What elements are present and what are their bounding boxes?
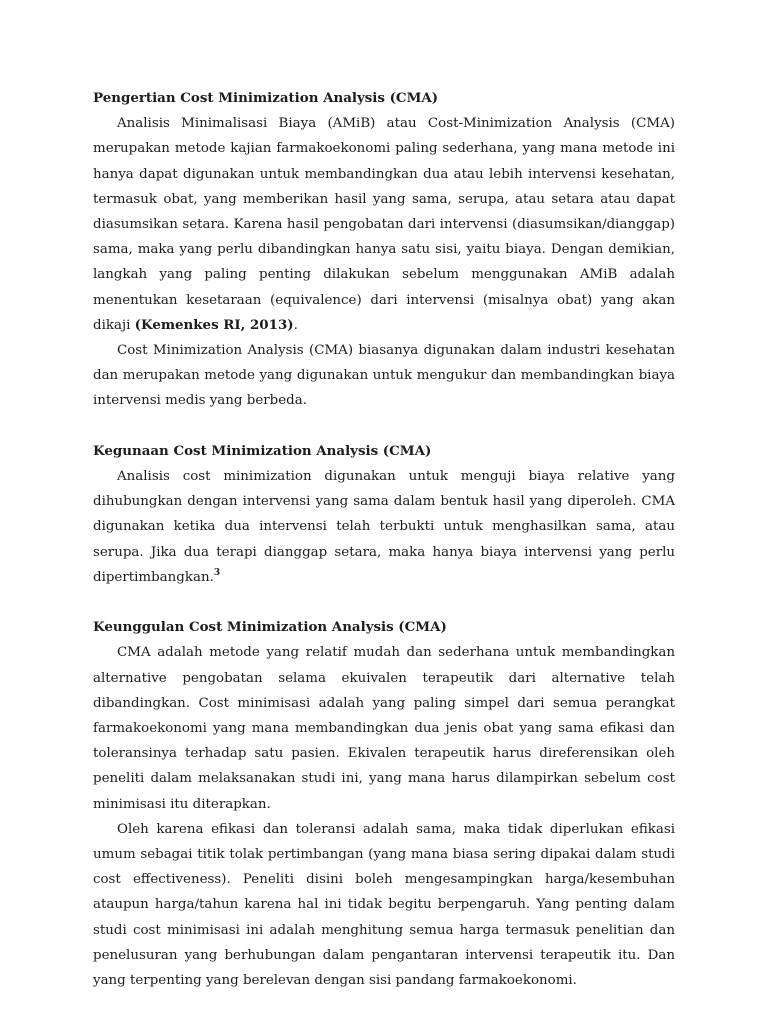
paragraph-end: .	[293, 317, 298, 333]
document-page	[93, 86, 675, 993]
paragraph-keunggulan-1: CMA adalah metode yang relatif mudah dan sederhana untuk membandingkan alternative pengobatan selama ekuivalen terapeutik dari alternative telah dibandingkan. Cost minimisasi adalah yang paling simpel dari semua perangkat farmakoekonomi yang mana membandingkan dua jenis obat yang sama efikasi dan toleransinya terhadap satu pasien. Ekivalen terapeutik harus direferensikan oleh peneliti dalam melaksanakan studi ini, yang mana harus dilampirkan sebelum cost minimisasi itu diterapkan.	[93, 645, 675, 812]
paragraph-pengertian-2: Cost Minimization Analysis (CMA) biasanya digunakan dalam industri kesehatan dan merupakan metode yang digunakan untuk mengukur dan membandingkan biaya intervensi medis yang berbeda.	[93, 343, 675, 409]
section-heading-keunggulan: Keunggulan Cost Minimization Analysis (CMA)	[93, 619, 447, 636]
footnote-marker: 3	[213, 567, 221, 578]
citation-kemenkes: (Kemenkes RI, 2013)	[134, 316, 294, 333]
section-spacer	[93, 414, 675, 439]
paragraph-kegunaan-1	[93, 464, 675, 590]
section-spacer	[93, 590, 675, 615]
paragraph-pengertian-1	[93, 111, 675, 338]
paragraph-text: Analisis cost minimization digunakan untuk menguji biaya relative yang dihubungkan dengan intervensi yang sama dalam bentuk hasil yang diperoleh. CMA digunakan ketika dua intervensi telah terbukti untuk menghasilkan sama, atau serupa. Jika dua terapi dianggap setara, maka hanya biaya intervensi yang perlu dipertimbangkan.	[93, 469, 675, 585]
section-heading-kegunaan: Kegunaan Cost Minimization Analysis (CMA)	[93, 442, 432, 459]
paragraph-text: Analisis Minimalisasi Biaya (AMiB) atau Cost-Minimization Analysis (CMA) merupakan metode kajian farmakoekonomi paling sederhana, yang mana metode ini hanya dapat digunakan untuk membandingkan dua atau lebih intervensi kesehatan, termasuk obat, yang memberikan hasil yang sama, serupa, atau setara atau dapat diasumsikan setara. Karena hasil pengobatan dari intervensi (diasumsikan/dianggap) sama, maka yang perlu dibandingkan hanya satu sisi, yaitu biaya. Dengan demikian, langkah yang paling penting dilakukan sebelum menggunakan AMiB adalah menentukan kesetaraan (equivalence) dari intervensi (misalnya obat) yang akan dikaji	[93, 116, 675, 333]
section-heading-pengertian: Pengertian Cost Minimization Analysis (CMA)	[93, 90, 439, 106]
paragraph-keunggulan-2: Oleh karena efikasi dan toleransi adalah sama, maka tidak diperlukan efikasi umum sebagai titik tolak pertimbangan (yang mana biasa sering dipakai dalam studi cost effectiveness). Peneliti disini boleh mengesampingkan harga/kesembuhan ataupun harga/tahun karena hal ini tidak begitu berpengaruh. Yang penting dalam studi cost minimisasi ini adalah menghitung semua harga termasuk penelitian dan penelusuran yang berhubungan dalam pengantaran intervensi terapeutik itu. Dan yang terpenting yang berelevan dengan sisi pandang farmakoekonomi.	[93, 821, 675, 989]
